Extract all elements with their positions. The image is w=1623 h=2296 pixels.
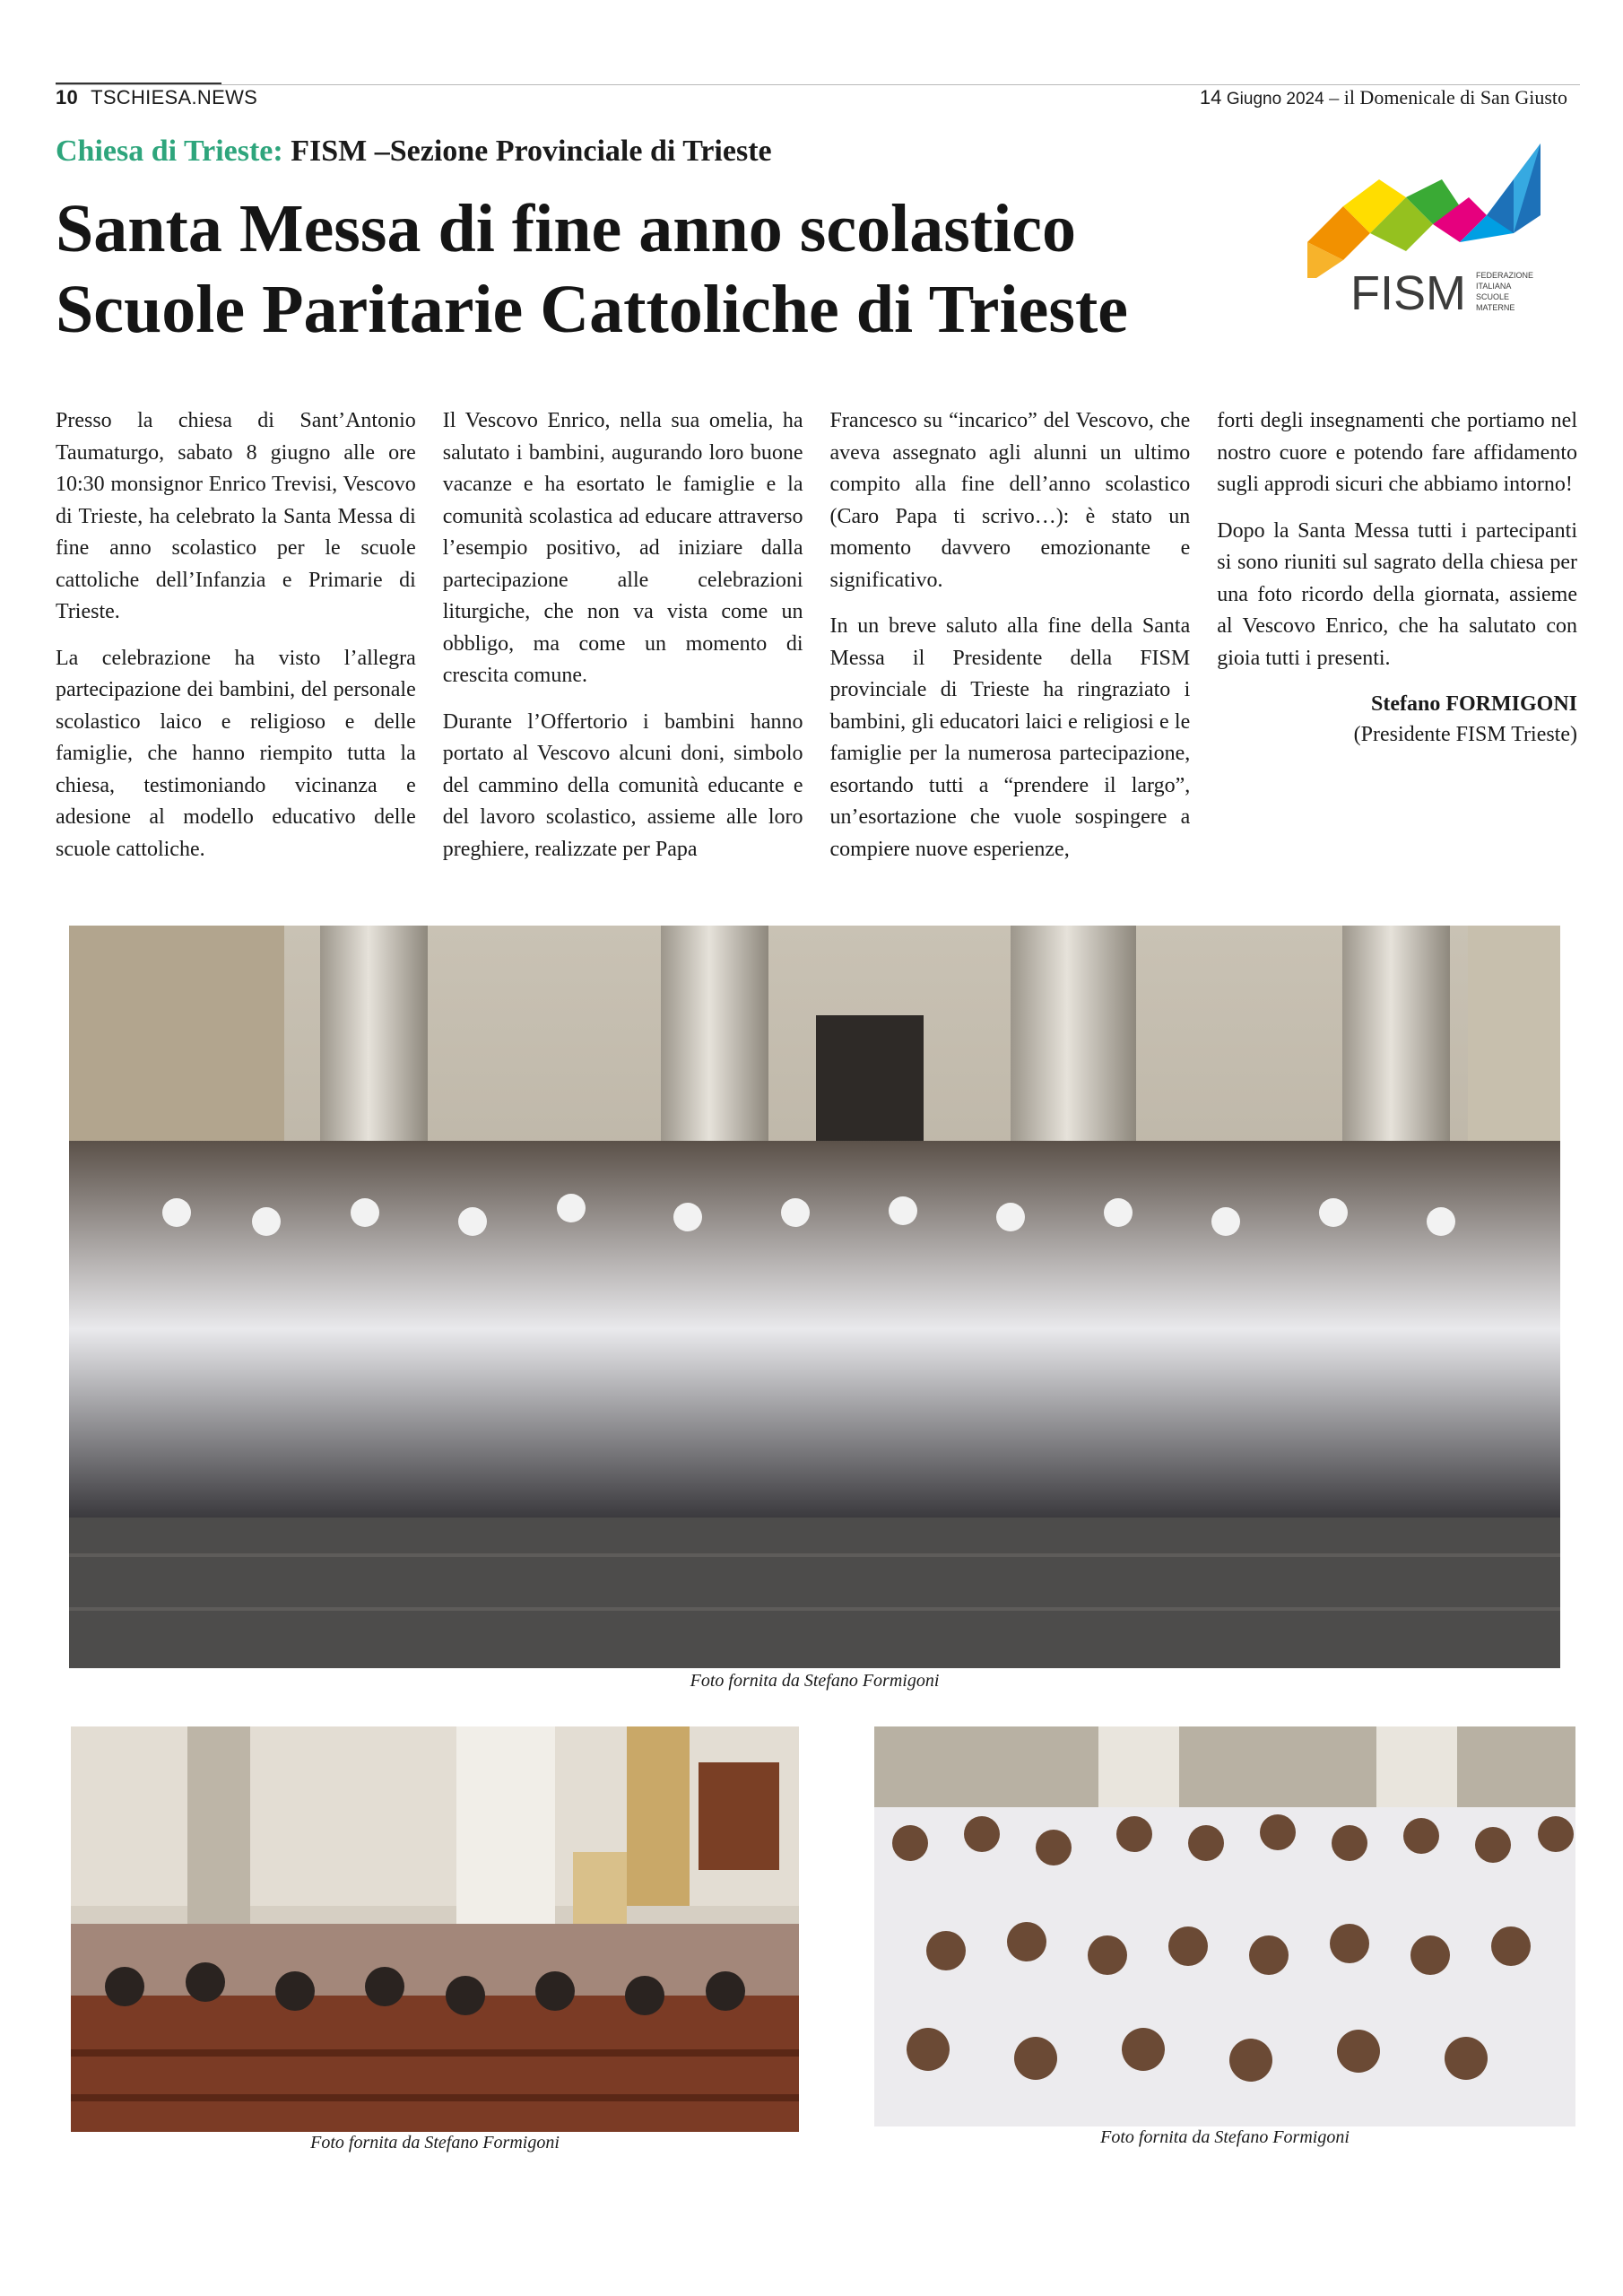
article-column-2	[443, 405, 803, 880]
children-group-photo	[874, 1726, 1575, 2126]
fism-logo-text: FISM	[1350, 266, 1466, 320]
paragraph: Presso la chiesa di Sant’Antonio Taumaturgo, sabato 8 giugno alle ore 10:30 monsignor Enrico Trevisi, Vescovo di Trieste, ha celebrato la Santa Messa di fine anno scolastico per le scuole cattoliche dell’Infanzia e Primarie di Trieste.	[56, 409, 416, 623]
kicker-subsection: FISM –Sezione Provinciale di Trieste	[291, 135, 772, 168]
main-group-photo	[69, 926, 1560, 1668]
title-line-1: Santa Messa di fine anno scolastico	[56, 191, 1076, 266]
paragraph: Dopo la Santa Messa tutti i partecipanti si sono riuniti sul sagrato della chiesa per una foto ricordo della giornata, assieme al Vescovo Enrico, che ha salutato con gioia tutti i presenti.	[1217, 518, 1577, 670]
site-name[interactable]: TSCHIESA.NEWS	[91, 86, 258, 109]
svg-text:MATERNE: MATERNE	[1476, 303, 1515, 312]
publication-name: – il Domenicale di San Giusto	[1329, 86, 1567, 109]
page-number: 10	[56, 86, 79, 109]
page-title	[56, 188, 1275, 350]
paragraph: Il Vescovo Enrico, nella sua omelia, ha salutato i bambini, augurando loro buone vacanze e ha esortato le famiglie e la comunità scolastica ad educare attraverso l’esempio positivo, ad iniziare dalla partecipazione alle celebrazioni liturgiche, che non va vista come un obbligo, ma come un momento di crescita comune.	[442, 409, 803, 687]
header-right	[1200, 86, 1567, 109]
article-column-3	[830, 405, 1191, 880]
svg-text:FEDERAZIONE: FEDERAZIONE	[1476, 271, 1534, 280]
signature-role: (Presidente FISM Trieste)	[1353, 723, 1577, 746]
paragraph: Durante l’Offertorio i bambini hanno portato al Vescovo alcuni doni, simbolo del cammino della comunità educante e del lavoro scolastico, assieme alle loro preghiere, realizzate per Papa	[442, 709, 803, 861]
right-photo-caption: Foto fornita da Stefano Formigoni	[1100, 2127, 1350, 2147]
fism-logo	[1307, 144, 1541, 323]
church-interior-icon	[71, 1726, 799, 2132]
article-column-4	[1217, 405, 1577, 880]
header-left	[56, 86, 257, 109]
signature	[1217, 689, 1577, 750]
fism-logo-mark-icon	[1307, 144, 1541, 323]
signature-name: Stefano FORMIGONI	[1371, 692, 1577, 716]
svg-text:SCUOLE: SCUOLE	[1476, 292, 1510, 301]
paragraph: La celebrazione ha visto l’allegra partecipazione dei bambini, del personale scolastico laico e religioso e delle famiglie, che hanno riempito tutta la chiesa, testimoniando vicinanza e adesione al modello educativo delle scuole cattoliche.	[56, 646, 416, 861]
article-body	[56, 405, 1577, 872]
mass-interior-photo	[71, 1726, 799, 2132]
header-rule	[56, 84, 1580, 85]
article-column-1	[56, 405, 416, 880]
paragraph: forti degli insegnamenti che portiamo nel nostro cuore e potendo fare affidamento sugli approdi sicuri che abbiamo intorno!	[1217, 409, 1577, 496]
kicker-section: Chiesa di Trieste:	[56, 135, 283, 168]
section-kicker	[56, 135, 772, 169]
main-photo-caption: Foto fornita da Stefano Formigoni	[690, 1671, 940, 1691]
group-photo-icon	[69, 926, 1560, 1668]
svg-text:ITALIANA: ITALIANA	[1476, 282, 1512, 291]
issue-month: Giugno 2024	[1226, 90, 1324, 109]
left-photo-caption: Foto fornita da Stefano Formigoni	[310, 2133, 560, 2152]
title-line-2: Scuole Paritarie Cattoliche di Trieste	[56, 272, 1128, 347]
issue-day: 14	[1199, 86, 1222, 109]
children-photo-icon	[874, 1726, 1575, 2126]
paragraph: In un breve saluto alla fine della Santa Messa il Presidente della FISM provinciale di Trieste ha ringraziato i bambini, gli educatori laici e religiosi e le famiglie per la numerosa partecipazione, esortando tutti a “prendere il largo”, un’esortazione che vuole sospingere a compiere nuove esperienze,	[829, 614, 1191, 861]
paragraph: Francesco su “incarico” del Vescovo, che aveva assegnato agli alunni un ultimo compito alla fine dell’anno scolastico (Caro Papa ti scrivo…): è stato un momento davvero emozionante e significativo.	[829, 409, 1191, 592]
